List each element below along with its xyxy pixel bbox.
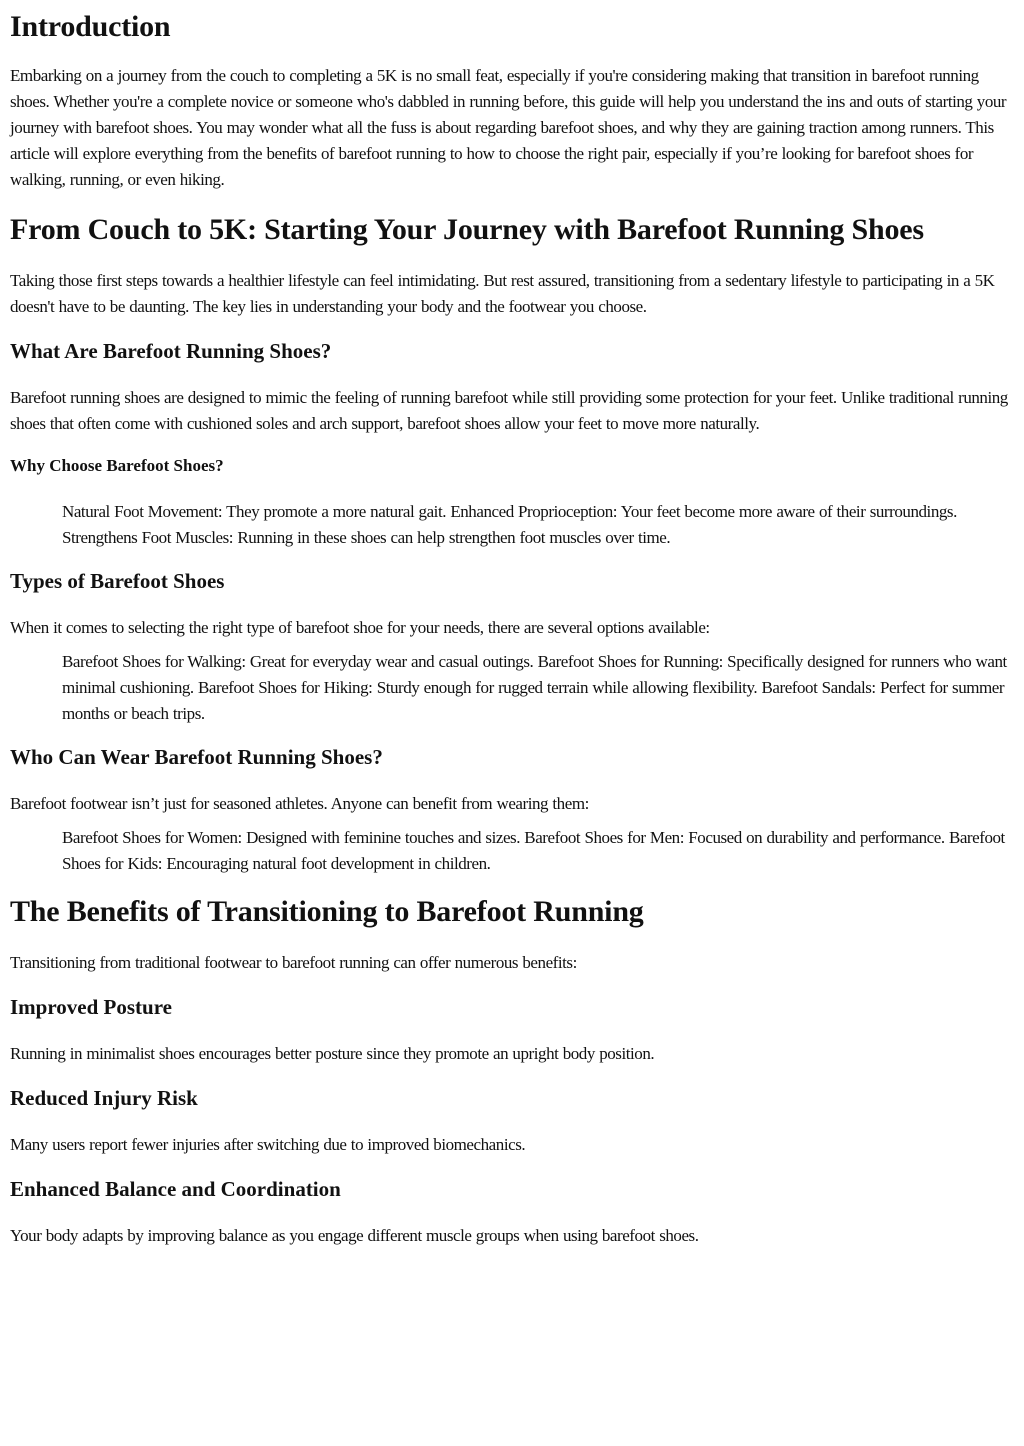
why-quote xyxy=(62,499,1014,551)
types-quote xyxy=(62,649,1014,727)
subheading-what-are-barefoot-shoes: What Are Barefoot Running Shoes? xyxy=(10,339,332,363)
couch-paragraph: Taking those first steps towards a healthier lifestyle can feel intimidating. But rest assured, transitioning from a sedentary lifestyle to participating in a 5K doesn't have to be daunting. The key lies in understanding your body and the footwear you choose. xyxy=(10,271,995,316)
subheading-reduced-injury-risk: Reduced Injury Risk xyxy=(10,1086,198,1110)
what-paragraph: Barefoot running shoes are designed to mimic the feeling of running barefoot while still providing some protection for your feet. Unlike traditional running shoes that often come with cushioned soles and arch support, barefoot shoes allow your feet to move more naturally. xyxy=(10,388,1008,433)
injury-paragraph: Many users report fewer injuries after switching due to improved biomechanics. xyxy=(10,1135,526,1154)
section-heading-couch-to-5k: From Couch to 5K: Starting Your Journey with Barefoot Running Shoes xyxy=(10,213,924,246)
why-quote-text: Natural Foot Movement: They promote a more natural gait. Enhanced Proprioception: Your feet become more aware of their surroundings. Strengthens Foot Muscles: Running in these shoes can help strengthen foot muscles over time. xyxy=(62,502,957,547)
who-paragraph: Barefoot footwear isn’t just for seasoned athletes. Anyone can benefit from wearing them: xyxy=(10,794,589,813)
section-heading-introduction: Introduction xyxy=(10,10,171,43)
subheading-who-can-wear: Who Can Wear Barefoot Running Shoes? xyxy=(10,745,383,769)
intro-paragraph: Embarking on a journey from the couch to completing a 5K is no small feat, especially if you're considering making that transition in barefoot running shoes. Whether you're a complete novice or someone who's dabbled in running before, this guide will help you understand the ins and outs of starting your journey with barefoot shoes. You may wonder what all the fuss is about regarding barefoot shoes, and why they are gaining traction among runners. This article will explore everything from the benefits of barefoot running to how to choose the right pair, especially if you’re looking for barefoot shoes for walking, running, or even hiking. xyxy=(10,66,1007,189)
benefits-paragraph: Transitioning from traditional footwear to barefoot running can offer numerous benefits: xyxy=(10,953,577,972)
balance-paragraph: Your body adapts by improving balance as you engage different muscle groups when using barefoot shoes. xyxy=(10,1226,699,1245)
who-quote xyxy=(62,825,1014,877)
section-heading-benefits: The Benefits of Transitioning to Barefoot Running xyxy=(10,895,644,928)
who-quote-text: Barefoot Shoes for Women: Designed with feminine touches and sizes. Barefoot Shoes for Men: Focused on durability and performance. Barefoot Shoes for Kids: Encouraging natural foot development in children. xyxy=(62,828,1005,873)
types-quote-text: Barefoot Shoes for Walking: Great for everyday wear and casual outings. Barefoot Shoes for Running: Specifically designed for runners who want minimal cushioning. Barefoot Shoes for Hiking: Sturdy enough for rugged terrain while allowing flexibility. Barefoot Sandals: Perfect for summer months or beach trips. xyxy=(62,652,1007,723)
subheading-improved-posture: Improved Posture xyxy=(10,995,172,1019)
posture-paragraph: Running in minimalist shoes encourages better posture since they promote an upright body position. xyxy=(10,1044,655,1063)
types-paragraph: When it comes to selecting the right type of barefoot shoe for your needs, there are several options available: xyxy=(10,618,710,637)
subheading-balance-coordination: Enhanced Balance and Coordination xyxy=(10,1177,341,1201)
subheading-why-choose: Why Choose Barefoot Shoes? xyxy=(10,456,224,475)
subheading-types: Types of Barefoot Shoes xyxy=(10,569,225,593)
